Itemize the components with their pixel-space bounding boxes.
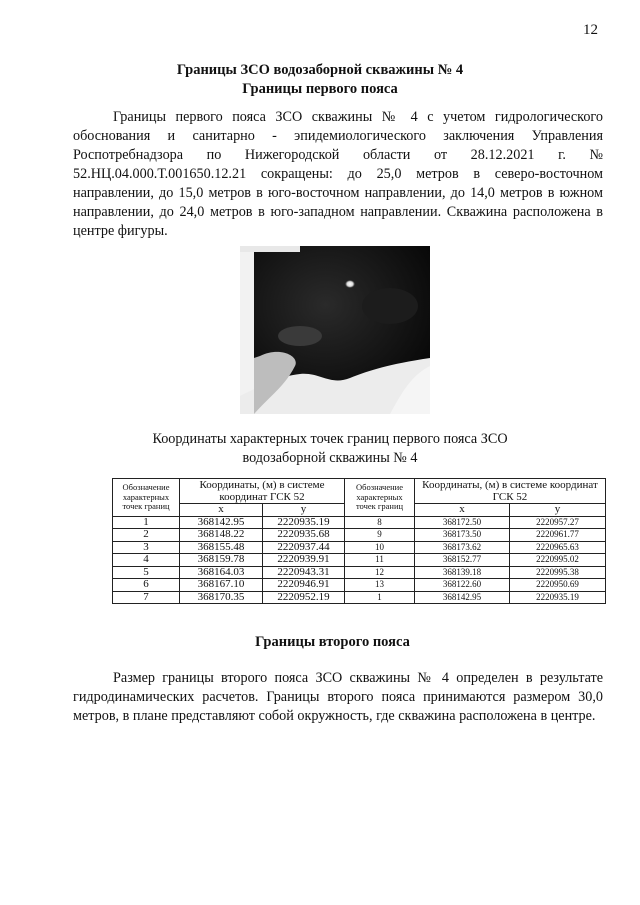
col-header-y-2: y	[510, 504, 606, 517]
point-number: 4	[113, 554, 180, 567]
coord-x: 368173.50	[415, 529, 510, 542]
coord-y: 2220935.68	[263, 529, 345, 542]
coord-y: 2220943.31	[263, 566, 345, 579]
coord-x: 368164.03	[180, 566, 263, 579]
col-header-coords-2: Координаты, (м) в системе координат ГСК 52	[415, 479, 606, 504]
coord-x: 368152.77	[415, 554, 510, 567]
point-number: 1	[345, 591, 415, 604]
paragraph-second-zone-text: Размер границы второго пояса ЗСО скважины № 4 определен в результате гидродинамических расчетов. Границы второго пояса принимаются размером 30,0 метров, в плане представляют собой окружность, где скважина расположена в центре.	[73, 670, 603, 724]
table-caption-line1: Координаты характерных точек границ первого пояса ЗСО	[152, 431, 508, 447]
paragraph-second-zone	[73, 669, 603, 726]
paragraph-first-zone-text: Границы первого пояса ЗСО скважины № 4 с учетом гидрологического обоснования и санитарно - эпидемиологического заключения Управления Роспотребнадзора по Нижегородской области от 28.12.2021 г. № 52.НЦ.04.000.Т.001650.12.21 сокращены: до 25,0 метров в северо-восточном направлении, до 15,0 метров в юго-восточном направлении, до 14,0 метров в южном направлении, до 24,0 метров в юго-западном направлении. Скважина расположена в центре фигуры.	[73, 109, 603, 239]
table-row	[113, 541, 606, 554]
coord-y: 2220935.19	[510, 591, 606, 604]
point-number: 3	[113, 541, 180, 554]
col-header-x-2: x	[415, 504, 510, 517]
point-number: 10	[345, 541, 415, 554]
coord-y: 2220939.91	[263, 554, 345, 567]
point-number: 13	[345, 579, 415, 592]
coord-y: 2220946.91	[263, 579, 345, 592]
table-row	[113, 516, 606, 529]
table-row	[113, 566, 606, 579]
coord-x: 368148.22	[180, 529, 263, 542]
col-header-x: x	[180, 504, 263, 517]
coord-x: 368139.18	[415, 566, 510, 579]
coord-x: 368159.78	[180, 554, 263, 567]
coord-y: 2220950.69	[510, 579, 606, 592]
col-header-point: Обозначение характерных точек границ	[113, 479, 180, 517]
point-number: 11	[345, 554, 415, 567]
page-number: 12	[583, 22, 598, 38]
col-header-y: y	[263, 504, 345, 517]
coord-x: 368155.48	[180, 541, 263, 554]
point-number: 1	[113, 516, 180, 529]
coord-x: 368167.10	[180, 579, 263, 592]
table-row	[113, 529, 606, 542]
table-row	[113, 554, 606, 567]
point-number: 5	[113, 566, 180, 579]
coord-y: 2220957.27	[510, 516, 606, 529]
col-header-coords: Координаты, (м) в системе координат ГСК 52	[180, 479, 345, 504]
paragraph-first-zone	[73, 108, 603, 241]
coord-y: 2220937.44	[263, 541, 345, 554]
point-number: 9	[345, 529, 415, 542]
coord-y: 2220995.38	[510, 566, 606, 579]
point-number: 6	[113, 579, 180, 592]
point-number: 12	[345, 566, 415, 579]
coord-x: 368172.50	[415, 516, 510, 529]
coord-y: 2220952.19	[263, 591, 345, 604]
coord-y: 2220961.77	[510, 529, 606, 542]
aerial-photo	[240, 246, 430, 414]
point-number: 7	[113, 591, 180, 604]
coord-x: 368122.60	[415, 579, 510, 592]
table-caption-line2: водозаборной скважины № 4	[242, 450, 418, 466]
document-title: Границы ЗСО водозаборной скважины № 4	[176, 62, 464, 78]
coord-x: 368170.35	[180, 591, 263, 604]
coord-y: 2220965.63	[510, 541, 606, 554]
coord-y: 2220935.19	[263, 516, 345, 529]
point-number: 2	[113, 529, 180, 542]
coord-x: 368173.62	[415, 541, 510, 554]
coord-y: 2220995.02	[510, 554, 606, 567]
section-title: Границы первого пояса	[242, 81, 398, 97]
coordinates-table	[112, 478, 606, 604]
section-title-second-zone: Границы второго пояса	[255, 634, 410, 650]
coord-x: 368142.95	[415, 591, 510, 604]
table-row	[113, 591, 606, 604]
coord-x: 368142.95	[180, 516, 263, 529]
table-row	[113, 579, 606, 592]
col-header-point-2: Обозначение характерных точек границ	[345, 479, 415, 517]
point-number: 8	[345, 516, 415, 529]
